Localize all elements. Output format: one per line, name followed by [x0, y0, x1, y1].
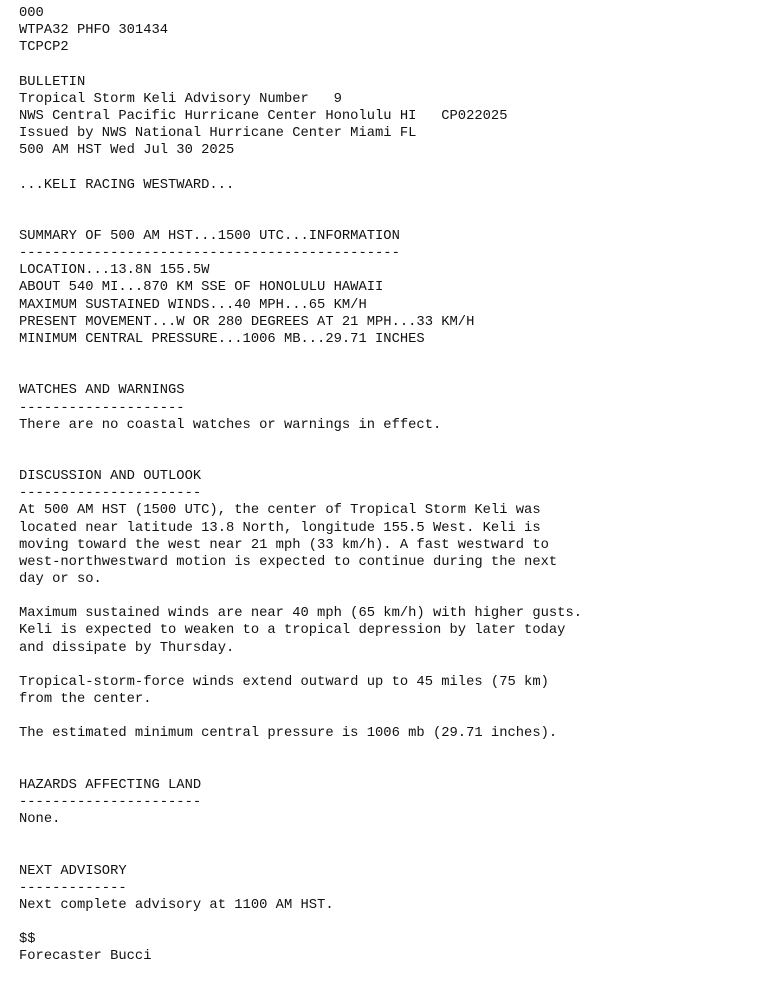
advisory-line: moving toward the west near 21 mph (33 km/h). A fast westward to [19, 537, 549, 553]
advisory-line [19, 760, 582, 777]
advisory-line: NWS Central Pacific Hurricane Center Honolulu HI CP022025 [19, 108, 508, 124]
advisory-line: ABOUT 540 MI...870 KM SSE OF HONOLULU HAWAII [19, 280, 384, 296]
advisory-line: 000 [19, 6, 44, 21]
advisory-line [19, 845, 582, 862]
advisory-text [19, 5, 582, 966]
advisory-line: 500 AM HST Wed Jul 30 2025 [19, 143, 235, 159]
advisory-line: ---------------------- [19, 794, 202, 810]
advisory-line: $$ [19, 932, 36, 948]
advisory-line: Keli is expected to weaken to a tropical depression by later today [19, 623, 566, 639]
advisory-line [19, 657, 582, 674]
advisory-line: HAZARDS AFFECTING LAND [19, 777, 202, 793]
advisory-line: day or so. [19, 572, 102, 588]
advisory-line [19, 159, 582, 176]
advisory-line [19, 914, 582, 931]
advisory-line: Forecaster Bucci [19, 949, 152, 965]
advisory-line: Issued by NWS National Hurricane Center Miami FL [19, 126, 417, 142]
advisory-line: -------------------- [19, 400, 185, 416]
advisory-line: There are no coastal watches or warnings in effect. [19, 417, 442, 433]
advisory-line [19, 56, 582, 73]
advisory-line: The estimated minimum central pressure is 1006 mb (29.71 inches). [19, 726, 558, 742]
advisory-line: Next complete advisory at 1100 AM HST. [19, 897, 334, 913]
advisory-line: At 500 AM HST (1500 UTC), the center of Tropical Storm Keli was [19, 503, 541, 519]
advisory-line [19, 365, 582, 382]
advisory-line: and dissipate by Thursday. [19, 640, 235, 656]
advisory-line: WATCHES AND WARNINGS [19, 383, 185, 399]
advisory-line [19, 588, 582, 605]
advisory-line: ...KELI RACING WESTWARD... [19, 177, 235, 193]
advisory-line [19, 348, 582, 365]
advisory-line: WTPA32 PHFO 301434 [19, 23, 169, 39]
advisory-line: NEXT ADVISORY [19, 863, 127, 879]
advisory-line [19, 194, 582, 211]
advisory-line: PRESENT MOVEMENT...W OR 280 DEGREES AT 21 MPH...33 KM/H [19, 314, 475, 330]
advisory-line: ------------- [19, 880, 127, 896]
advisory-line: BULLETIN [19, 74, 86, 90]
advisory-line [19, 743, 582, 760]
advisory-line: ---------------------------------------------- [19, 246, 400, 262]
advisory-line: west-northwestward motion is expected to continue during the next [19, 554, 558, 570]
advisory-line: SUMMARY OF 500 AM HST...1500 UTC...INFORMATION [19, 228, 400, 244]
advisory-line: Tropical-storm-force winds extend outward up to 45 miles (75 km) [19, 674, 549, 690]
advisory-line: Tropical Storm Keli Advisory Number 9 [19, 91, 342, 107]
advisory-line [19, 828, 582, 845]
advisory-line: TCPCP2 [19, 40, 69, 56]
advisory-line: Maximum sustained winds are near 40 mph (65 km/h) with higher gusts. [19, 606, 583, 622]
advisory-line: from the center. [19, 692, 152, 708]
advisory-line [19, 451, 582, 468]
advisory-line: DISCUSSION AND OUTLOOK [19, 469, 202, 485]
advisory-line: LOCATION...13.8N 155.5W [19, 263, 210, 279]
advisory-line: MINIMUM CENTRAL PRESSURE...1006 MB...29.71 INCHES [19, 331, 425, 347]
advisory-line: ---------------------- [19, 486, 202, 502]
advisory-line: MAXIMUM SUSTAINED WINDS...40 MPH...65 KM/H [19, 297, 367, 313]
advisory-line [19, 708, 582, 725]
advisory-line [19, 211, 582, 228]
advisory-line: None. [19, 812, 61, 828]
advisory-line: located near latitude 13.8 North, longitude 155.5 West. Keli is [19, 520, 541, 536]
advisory-line [19, 434, 582, 451]
